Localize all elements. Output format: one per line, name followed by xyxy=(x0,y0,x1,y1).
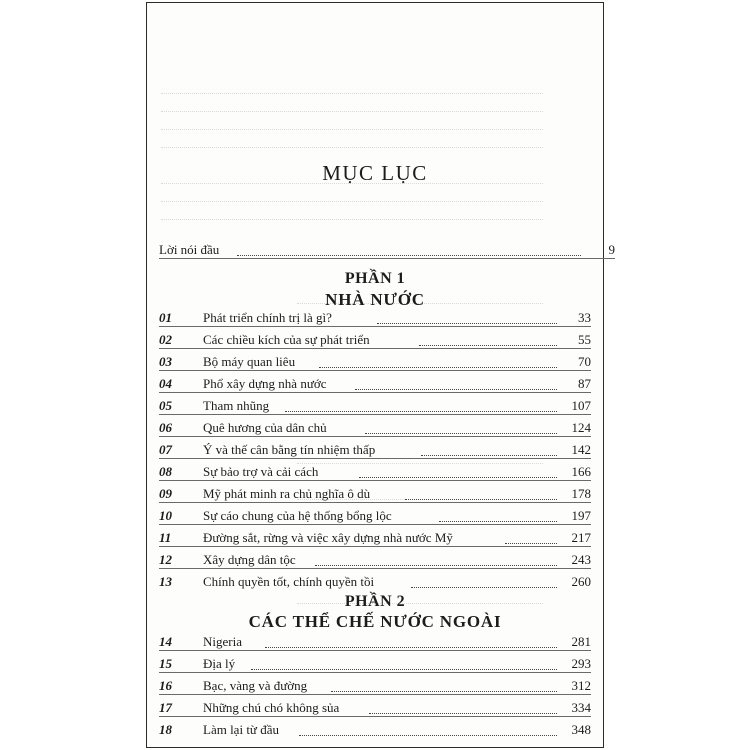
part-1-label: PHẦN 1 xyxy=(344,270,406,287)
dot-leader xyxy=(377,323,557,324)
entry-page-number: 334 xyxy=(571,700,591,715)
entry-page-number: 281 xyxy=(571,634,591,649)
toc-entry[interactable] xyxy=(159,697,591,719)
entry-rule xyxy=(159,480,591,481)
chapter-number: 02 xyxy=(159,332,172,347)
entry-page-number: 124 xyxy=(571,420,591,435)
dot-leader xyxy=(265,647,557,648)
entry-label: Những chú chó không sủa xyxy=(203,700,340,715)
chapter-number: 10 xyxy=(159,508,172,523)
chapter-number: 09 xyxy=(159,486,172,501)
dot-leader xyxy=(405,499,557,500)
entry-page-number: 197 xyxy=(571,508,591,523)
chapter-number: 08 xyxy=(159,464,172,479)
chapter-number: 18 xyxy=(159,722,172,737)
entry-label: Địa lý xyxy=(203,656,236,671)
toc-entry[interactable] xyxy=(159,483,591,505)
dot-leader xyxy=(369,713,557,714)
entry-label: Các chiều kích của sự phát triển xyxy=(203,332,370,347)
entry-label: Làm lại từ đầu xyxy=(203,722,279,737)
part-2-entries xyxy=(159,631,591,741)
dot-leader xyxy=(411,587,557,588)
toc-entry[interactable] xyxy=(159,527,591,549)
entry-page-number: 178 xyxy=(571,486,591,501)
dot-leader xyxy=(505,543,557,544)
chapter-number: 03 xyxy=(159,354,172,369)
entry-rule xyxy=(159,370,591,371)
entry-label: Sự bảo trợ và cải cách xyxy=(203,464,319,479)
chapter-number: 12 xyxy=(159,552,172,567)
chapter-number: 01 xyxy=(159,310,172,325)
entry-page-number: 243 xyxy=(571,552,591,567)
dot-leader xyxy=(365,433,557,434)
entry-label: Nigeria xyxy=(203,634,242,649)
toc-entry[interactable] xyxy=(159,461,591,483)
toc-entry[interactable] xyxy=(159,505,591,527)
entry-rule xyxy=(159,568,591,569)
entry-rule xyxy=(159,650,591,651)
entry-rule xyxy=(159,436,591,437)
dot-leader xyxy=(421,455,557,456)
chapter-number: 06 xyxy=(159,420,172,435)
entry-rule xyxy=(159,694,591,695)
dot-leader xyxy=(315,565,557,566)
toc-entry-intro[interactable] xyxy=(159,239,615,261)
entry-page-number: 217 xyxy=(571,530,591,545)
entry-page-number: 70 xyxy=(578,354,591,369)
entry-label: Phổ xây dựng nhà nước xyxy=(203,376,327,391)
entry-rule xyxy=(159,348,591,349)
part-1-entries xyxy=(159,307,591,593)
dot-leader xyxy=(439,521,557,522)
entry-rule xyxy=(159,326,591,327)
chapter-number: 15 xyxy=(159,656,172,671)
book-page xyxy=(146,2,615,748)
toc-entry[interactable] xyxy=(159,571,591,593)
entry-label: Sự cáo chung của hệ thống bổng lộc xyxy=(203,508,392,523)
entry-rule xyxy=(159,716,591,717)
toc-entry[interactable] xyxy=(159,395,591,417)
toc-entry[interactable] xyxy=(159,439,591,461)
entry-page-number: 33 xyxy=(578,310,591,325)
entry-rule xyxy=(159,672,591,673)
chapter-number: 14 xyxy=(159,634,172,649)
dot-leader xyxy=(285,411,557,412)
entry-label: Xây dựng dân tộc xyxy=(203,552,296,567)
toc-entry[interactable] xyxy=(159,631,591,653)
entry-label: Đường sắt, rừng và việc xây dựng nhà nước Mỹ xyxy=(203,530,453,545)
dot-leader xyxy=(331,691,557,692)
entry-label: Bộ máy quan liêu xyxy=(203,354,296,369)
dot-leader xyxy=(319,367,557,368)
entry-rule xyxy=(159,258,615,259)
entry-page-number: 107 xyxy=(571,398,591,413)
chapter-number: 04 xyxy=(159,376,172,391)
entry-page-number: 348 xyxy=(571,722,591,737)
entry-rule xyxy=(159,414,591,415)
entry-page-number: 142 xyxy=(571,442,591,457)
toc-title: MỤC LỤC xyxy=(322,161,428,185)
part-2-title: CÁC THỂ CHẾ NƯỚC NGOÀI xyxy=(248,612,502,631)
part-2-label: PHẦN 2 xyxy=(344,593,406,610)
entry-page-number: 293 xyxy=(571,656,591,671)
entry-page-number: 87 xyxy=(578,376,591,391)
entry-page-number: 260 xyxy=(571,574,591,589)
entry-label: Lời nói đầu xyxy=(159,242,220,257)
chapter-number: 17 xyxy=(159,700,172,715)
entry-rule xyxy=(159,524,591,525)
chapter-number: 16 xyxy=(159,678,172,693)
entry-label: Quê hương của dân chủ xyxy=(203,420,327,435)
chapter-number: 13 xyxy=(159,574,172,589)
toc-entry[interactable] xyxy=(159,653,591,675)
toc-entry[interactable] xyxy=(159,329,591,351)
dot-leader xyxy=(299,735,557,736)
entry-rule xyxy=(159,502,591,503)
entry-page-number: 55 xyxy=(578,332,591,347)
toc-entry[interactable] xyxy=(159,675,591,697)
entry-label: Bạc, vàng và đường xyxy=(203,678,308,693)
toc-entry[interactable] xyxy=(159,417,591,439)
dot-leader xyxy=(237,255,581,256)
toc-entry[interactable] xyxy=(159,719,591,741)
entry-page-number: 9 xyxy=(608,242,615,257)
dot-leader xyxy=(419,345,557,346)
entry-label: Tham nhũng xyxy=(203,398,270,413)
entry-label: Ý và thế cân bằng tín nhiệm thấp xyxy=(203,442,376,457)
entry-page-number: 166 xyxy=(571,464,591,479)
toc-entry[interactable] xyxy=(159,373,591,395)
dot-leader xyxy=(355,389,557,390)
dot-leader xyxy=(359,477,557,478)
entry-rule xyxy=(159,546,591,547)
entry-label: Mỹ phát minh ra chủ nghĩa ô dù xyxy=(203,486,371,501)
toc-entry[interactable] xyxy=(159,351,591,373)
toc-entry[interactable] xyxy=(159,549,591,571)
entry-rule xyxy=(159,392,591,393)
chapter-number: 07 xyxy=(159,442,172,457)
entry-label: Phát triển chính trị là gì? xyxy=(203,310,332,325)
chapter-number: 11 xyxy=(159,530,172,545)
dot-leader xyxy=(251,669,557,670)
entry-page-number: 312 xyxy=(571,678,591,693)
part-1-title: NHÀ NƯỚC xyxy=(325,290,425,309)
entry-rule xyxy=(159,458,591,459)
toc-entry[interactable] xyxy=(159,307,591,329)
chapter-number: 05 xyxy=(159,398,172,413)
entry-label: Chính quyền tốt, chính quyền tồi xyxy=(203,574,375,589)
